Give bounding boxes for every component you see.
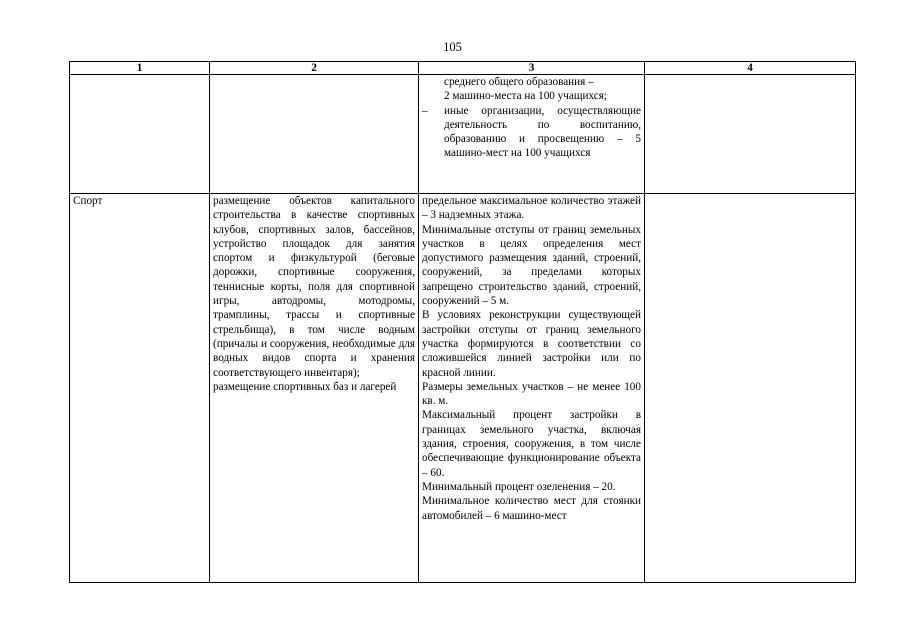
sport-description-1: размещение объектов капитального строительства в качестве спортивных клубов, спортивных залов, бассейнов, устройство площадок для занятия спортом и физкультурой (беговые дорожки, спортивные сооружения, теннисные корты, поля для спортивной игры, автодромы, мотодромы, трамплины, трассы и спортивные стрельбища), в том числе водным (причалы и сооружения, необходимые для водных видов спорта и хранения соответствующего инвентаря); [213,195,415,379]
column-header-4: 4 [645,62,856,75]
sport-parameter-1: предельное максимальное количество этажей – 3 надземных этажа. [422,195,641,222]
sport-description-2: размещение спортивных баз и лагерей [213,380,397,393]
cell-sport-name: Спорт [70,194,210,583]
table-row-sport [70,194,856,583]
sport-parameter-7: Минимальное количество мест для стоянки автомобилей – 6 машино-мест [422,495,641,522]
table-row-continuation [70,75,856,194]
sport-parameter-5: Максимальный процент застройки в границах земельного участка, включая здания, строения, сооружения, в том числе обеспечивающие функционирование объекта – 60. [422,409,641,479]
sport-parameter-4: Размеры земельных участков – не менее 100 кв. м. [422,380,641,408]
continuation-item-text: иные организации, осуществляющие деятельность по воспитанию, образованию и просвещению – 5 машино-мест на 100 учащихся [444,104,641,160]
cell-sport-col4 [645,194,856,583]
continuation-line-2: 2 машино-места на 100 учащихся; [444,90,607,103]
cell-sport-parameters [419,194,645,583]
column-header-1: 1 [70,62,210,75]
sport-parameter-6: Минимальный процент озеленения – 20. [422,480,616,493]
column-header-3: 3 [419,62,645,75]
sport-parameter-2: Минимальные отступы от границ земельных участков в целях определения мест допустимого размещения зданий, строений, сооружений, за пределами которых запрещено строительство зданий, строений, сооружений – 5 м. [422,223,641,308]
sport-parameter-3: В условиях реконструкции существующей застройки отступы от границ земельного участка формируются в соответствии со сложившейся линией застройки или по красной линии. [422,309,641,379]
cell-continuation-col2 [210,75,419,194]
continuation-list-item [422,104,641,161]
page-number: 105 [443,40,462,54]
cell-continuation-col4 [645,75,856,194]
list-dash: – [422,104,428,117]
continuation-line-1: среднего общего образования – [444,76,594,88]
cell-sport-description [210,194,419,583]
table-header-row [70,62,856,75]
zoning-table [69,61,856,583]
cell-continuation-col3 [419,75,645,194]
cell-continuation-col1 [70,75,210,194]
column-header-2: 2 [210,62,419,75]
